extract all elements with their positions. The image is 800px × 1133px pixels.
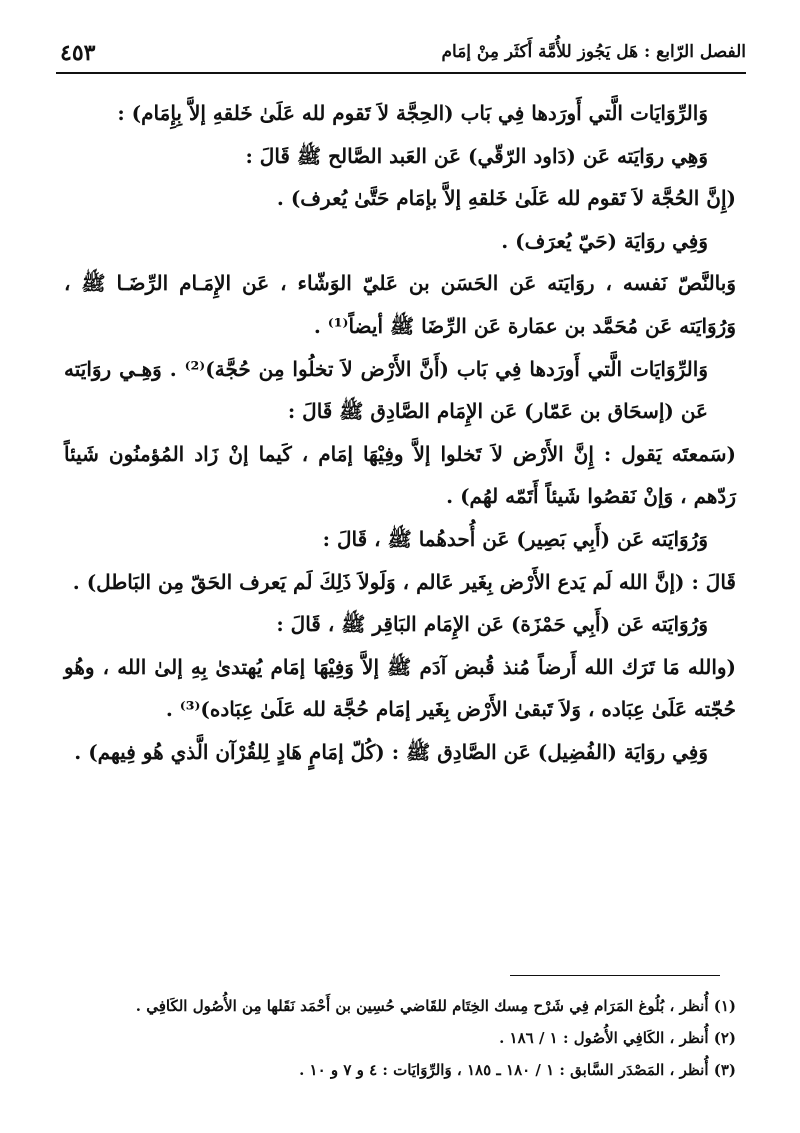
running-head: الفصل الرّابع : هَل يَجُوز للأُمَّة أَكثَر مِنْ إمَام <box>441 42 746 62</box>
paragraph: وَهِي روَايَته عَن (دَاود الرّقّي) عَن العَبد الصَّالح ﷺ قَالَ : <box>245 143 708 168</box>
paragraph: وَفِي روَايَة (حَيّ يُعرَف) . <box>501 228 708 253</box>
paragraph: وَالرِّوَايَات الَّتي أَورَدها فِي بَاب (الحِجَّة لاَ تَقوم لله عَلَىٰ خَلقهِ إلاَّ بِإِمَام) : <box>117 101 708 125</box>
paragraph: وَالرِّوَايَات الَّتي أَورَدها فِي بَاب (أَنَّ الأَرْض لاَ تخلُوا مِن حُجَّة)⁽²⁾ . وَهِـي روَايَته عَن (إسحَاق بن عَمّار) عَن الإِمَام الصَّادِق ﷺ قَالَ : <box>64 356 708 424</box>
page-header <box>56 38 746 74</box>
footnote: (١) أُنظر ، بُلُوغ المَرَام فِي شَرْح مِسك الخِتَام للقَاضي حُسِين بن أَحْمَد نَقَلها مِن الأُصُول الكَافِي . <box>135 997 736 1015</box>
quote-paragraph: (والله مَا تَرَك الله أَرضاً مُنذ قُبض آدَم ﷺ إلاَّ وَفِيْهَا إمَام يُهتدىٰ بِهِ إلىٰ الله ، وهُو حُجّته عَلَىٰ عِبَاده ، وَلاَ تَبقىٰ الأَرْض بِغَير إمَام حُجَّة لله عَلَىٰ عِبَاده)⁽³⁾ . <box>64 654 736 722</box>
main-text <box>64 92 736 774</box>
quote-paragraph: (إِنَّ الحُجَّة لاَ تَقوم لله عَلَىٰ خَلقهِ إلاَّ بإمَام حَتَّىٰ يُعرف) . <box>276 186 736 211</box>
paragraph: وَرُوَايَته عَن (أَبِي بَصِير) عَن أُحدهُما ﷺ ، قَالَ : <box>322 526 708 551</box>
footnote: (٢) أُنظر ، الكَافِي الأُصُول : ١ / ١٨٦ . <box>499 1029 736 1047</box>
paragraph: وَرُوَايَته عَن (أَبِي حَمْزَة) عَن الإِمَام البَاقِر ﷺ ، قَالَ : <box>276 612 708 637</box>
quote-paragraph: (سَمعتَه يَقول : إِنَّ الأَرْض لاَ تَخلوا إلاَّ وفِيْهَا إمَام ، كَيما إنْ زَاد المُؤمنُون شَيئاً رَدّهم ، وَإنْ نَقصُوا شَيئاً أَتَمّه لهُم) . <box>64 441 736 509</box>
footnotes <box>64 990 736 1086</box>
footnote: (٣) أُنظر ، المَصْدَر السَّابق : ١ / ١٨٠ ـ ١٨٥ ، وَالرِّوَايَات : ٤ و ٧ و ١٠ . <box>299 1061 736 1079</box>
quote-paragraph: قَالَ : (إنَّ الله لَم يَدع الأَرْض بِغَير عَالم ، وَلَولاَ ذَلِكَ لَم يَعرف الحَقّ مِن البَاطل) . <box>72 569 736 594</box>
paragraph: وَفِي روَايَة (الفُضِيل) عَن الصَّادِق ﷺ : (كُلّ إمَامٍ هَادٍ لِلقُرْآن الَّذي هُو فِيهم) . <box>74 739 708 764</box>
footnote-divider <box>510 975 720 976</box>
page-number: ٤٥٣ <box>60 40 96 66</box>
paragraph: وَبالنَّصّ نَفسه ، روَايَته عَن الحَسَن بن عَليّ الوَشّاء ، عَن الإِمَـام الرِّضَـا ﷺ ، وَرُوَايَته عَن مُحَمَّد بن عمَارة عَن الرِّضَا ﷺ أيضاً⁽¹⁾ . <box>64 271 736 338</box>
